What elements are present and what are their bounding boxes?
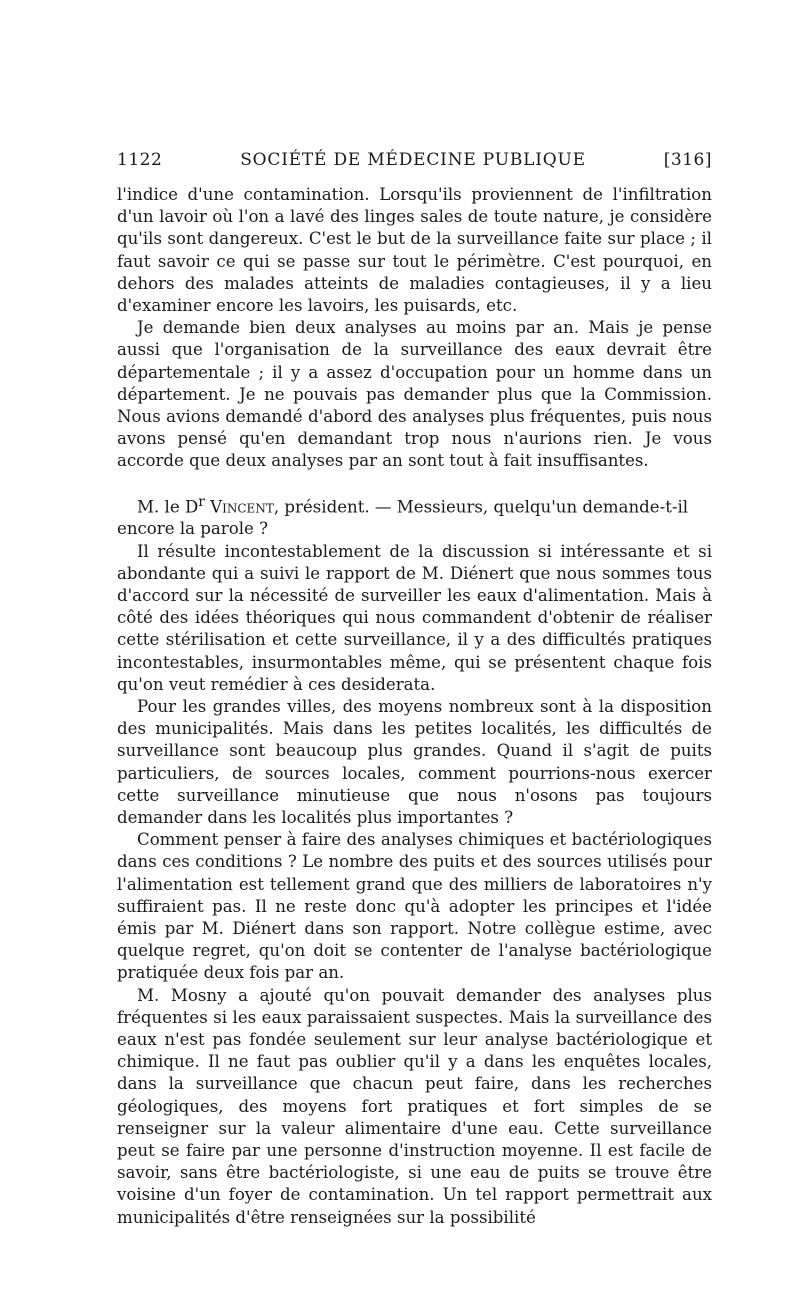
paragraph-5: Pour les grandes villes, des moyens nombreux sont à la disposition des municipalités. Mais dans les petites localités, les difficultés de surveillance sont beaucoup plus grandes. Quand il s'agit de puits particuliers, de sources locales, comment pourrions-nous exercer cette surveillance minutieuse que nous n'osons pas toujours demander dans les localités plus importantes ? [117, 697, 712, 828]
speaker-role: , président. — Messieurs, quelqu'un demande-t-il [273, 497, 689, 517]
paragraph-2: Je demande bien deux analyses au moins par an. Mais je pense aussi que l'organisation de la surveillance des eaux devrait être départementale ; il y a assez d'occupation pour un homme dans un département. Je ne pouvais pas demander plus que la Commission. Nous avions demandé d'abord des analyses plus fréquentes, puis nous avons pensé qu'en demandant trop nous n'aurions rien. Je vous accorde que deux analyses par an sont tout à fait insuffisantes. [117, 318, 712, 471]
speaker-prefix-sup: r [198, 493, 205, 510]
speaker-prefix: M. le D [137, 497, 199, 517]
paragraph-3: encore la parole ? [117, 519, 269, 539]
speaker-line [117, 491, 712, 519]
paragraph-6: Comment penser à faire des analyses chimiques et bactériologiques dans ces conditions ? Le nombre des puits et des sources utilisés pour l'alimentation est tellement grand que des milliers de laboratoires n'y suffiraient pas. Il ne reste donc qu'à adopter les principes et l'idée émis par M. Diénert dans son rapport. Notre collègue estime, avec quelque regret, qu'on doit se contenter de l'analyse bactériologique pratiquée deux fois par an. [117, 830, 712, 983]
running-header [117, 150, 712, 170]
section-number: [316] [663, 150, 712, 170]
page-number: 1122 [117, 150, 163, 170]
paragraph-1: l'indice d'une contamination. Lorsqu'ils proviennent de l'infiltration d'un lavoir où l'on a lavé des linges sales de toute nature, je considère qu'ils sont dangereux. C'est le but de la surveillance faite sur place ; il faut savoir ce qui se passe sur tout le périmètre. C'est pourquoi, en dehors des malades atteints de maladies contagieuses, il y a lieu d'examiner encore les lavoirs, les puisards, etc. [117, 185, 712, 316]
paragraph-4: Il résulte incontestablement de la discussion si intéressante et si abondante qui a suivi le rapport de M. Diénert que nous sommes tous d'accord sur la nécessité de surveiller les eaux d'alimentation. Mais à côté des idées théoriques qui nous commandent d'obtenir de réaliser cette stérilisation et cette surveillance, il y a des difficultés pratiques incontestables, insurmontables même, qui se présentent chaque fois qu'on veut remédier à ces desiderata. [117, 541, 712, 694]
running-title: SOCIÉTÉ DE MÉDECINE PUBLIQUE [240, 150, 586, 170]
paragraph-7: M. Mosny a ajouté qu'on pouvait demander des analyses plus fréquentes si les eaux paraissaient suspectes. Mais la surveillance des eaux n'est pas fondée seulement sur leur analyse bactériologique et chimique. Il ne faut pas oublier qu'il y a dans les enquêtes locales, dans la surveillance que chacun peut faire, dans les recherches géologiques, des moyens fort pratiques et fort simples de se renseigner sur la valeur alimentaire d'une eau. Cette surveillance peut se faire par une personne d'instruction moyenne. Il est facile de savoir, sans être bactériologiste, si une eau de puits se trouve être voisine d'un foyer de contamination. Un tel rapport permettrait aux municipalités d'être renseignées sur la possibilité [117, 985, 712, 1227]
body-text [117, 184, 712, 1229]
speaker-name: Vincent [210, 497, 274, 517]
